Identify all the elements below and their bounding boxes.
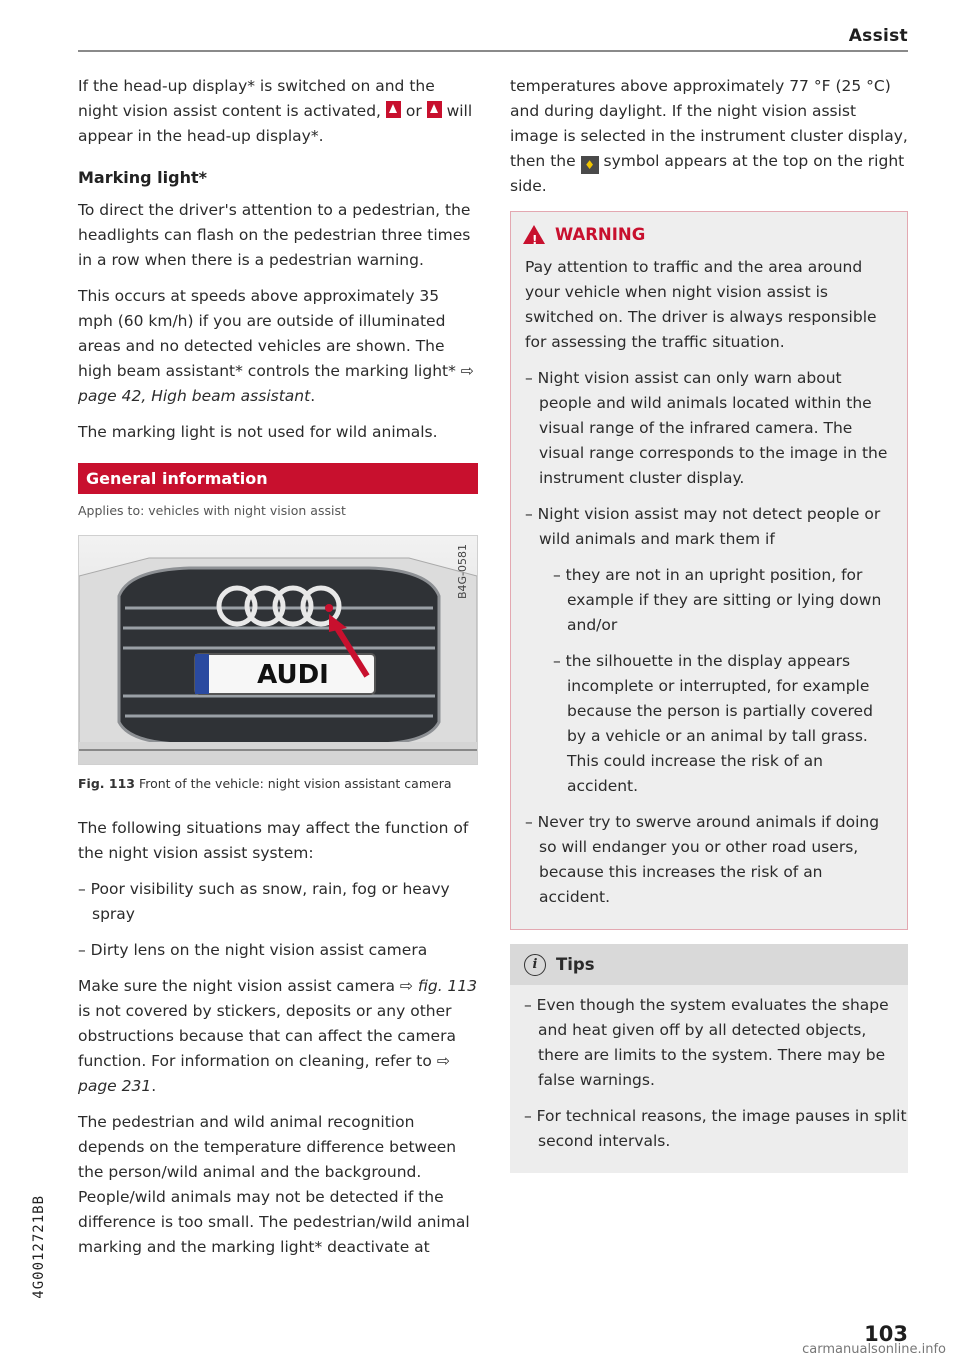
warning-heading: ! WARNING (523, 222, 893, 247)
vehicle-front-illustration (79, 536, 477, 764)
list-item: – they are not in an upright position, for example if they are sitting or lying down and/or (553, 566, 882, 634)
paragraph-hud: If the head-up display* is switched on and the night vision assist content is activated, or will appear in the head-up display*. (78, 77, 473, 145)
warning-box (510, 211, 908, 930)
paragraph-wild-animals: The marking light is not used for wild animals. (78, 423, 438, 441)
section-header: Assist (848, 26, 908, 46)
list-item: – the silhouette in the display appears incomplete or interrupted, for example because the person is partially covered by a vehicle or an animal by tall grass. This could increase the risk of an accident. (553, 652, 873, 795)
paragraph-camera: Make sure the night vision assist camera ⇨ fig. 113 is not covered by stickers, deposits or any other obstructions because that can affect the camera function. For information on cleaning, refer to ⇨ page 231. (78, 977, 478, 1095)
figure-code: B4G-0581 (456, 544, 469, 600)
list-item: – Night vision assist can only warn about people and wild animals located within the visual range of the infrared camera. The visual range corresponds to the image in the instrument cluster display. (525, 369, 888, 487)
paragraph-temperature: temperatures above approximately 77 °F (25 °C) and during daylight. If the night vision assist image is selected in the instrument cluster display, then the ♦ symbol appears at the top on the right side. (510, 77, 908, 195)
figure-link[interactable]: ⇨ fig. 113 (399, 977, 478, 995)
figure-caption: Fig. 113 Front of the vehicle: night vision assistant camera (78, 776, 452, 791)
list-item: – Night vision assist may not detect people or wild animals and mark them if (525, 505, 881, 548)
cleaning-page-link[interactable]: ⇨ page 231 (78, 1052, 450, 1095)
watermark: carmanualsonline.info (802, 1342, 946, 1357)
left-column (78, 74, 478, 1271)
page-number: 103 (864, 1322, 908, 1346)
list-item: – Poor visibility such as snow, rain, fog or heavy spray (78, 880, 450, 923)
document-code: 4G0012721BB (31, 1195, 47, 1299)
list-item: – Dirty lens on the night vision assist camera (78, 941, 428, 959)
warning-text: Pay attention to traffic and the area around your vehicle when night vision assist is switched on. The driver is always responsible for assessing the traffic situation. (525, 258, 877, 351)
paragraph-marking: To direct the driver's attention to a pedestrian, the headlights can flash on the pedestrian three times in a row when there is a pedestrian warning. (78, 201, 471, 269)
paragraph-situations: The following situations may affect the function of the night vision assist system: (78, 819, 469, 862)
night-vision-symbol-icon: ♦ (581, 156, 599, 174)
info-icon: i (524, 954, 546, 976)
top-rule (78, 50, 908, 52)
tips-heading: i Tips (510, 944, 908, 985)
warning-triangle-icon (523, 225, 545, 244)
paragraph-speed: This occurs at speeds above approximately 35 mph (60 km/h) if you are outside of illuminated areas and no detected vehicles are shown. The high beam assistant* controls the marking light* ⇨ page 42, High beam assistant. (78, 287, 474, 405)
list-item: – For technical reasons, the image pauses in split second intervals. (524, 1107, 907, 1150)
license-plate-text: AUDI (257, 660, 329, 690)
pedestrian-warning-icon (386, 101, 401, 118)
paragraph-recognition: The pedestrian and wild animal recognition depends on the temperature difference between the person/wild animal and the background. People/wild animals may not be detected if the difference is too small. The pedestrian/wild animal marking and the marking light* deactivate at (78, 1113, 470, 1256)
vehicle-front-figure (78, 535, 478, 765)
high-beam-link[interactable]: ⇨ page 42, High beam assistant (78, 362, 474, 405)
animal-warning-icon (427, 101, 442, 118)
applies-to-note: Applies to: vehicles with night vision assist (78, 503, 346, 518)
list-item: – Never try to swerve around animals if doing so will endanger you or other road users, because this increases the risk of an accident. (525, 813, 880, 906)
list-item: – Even though the system evaluates the shape and heat given off by all detected objects, there are limits to the system. There may be false warnings. (524, 996, 889, 1089)
general-information-title: General information (78, 463, 478, 494)
marking-light-heading: Marking light* (78, 168, 207, 187)
right-column (510, 74, 908, 1173)
tips-box (510, 944, 908, 1173)
